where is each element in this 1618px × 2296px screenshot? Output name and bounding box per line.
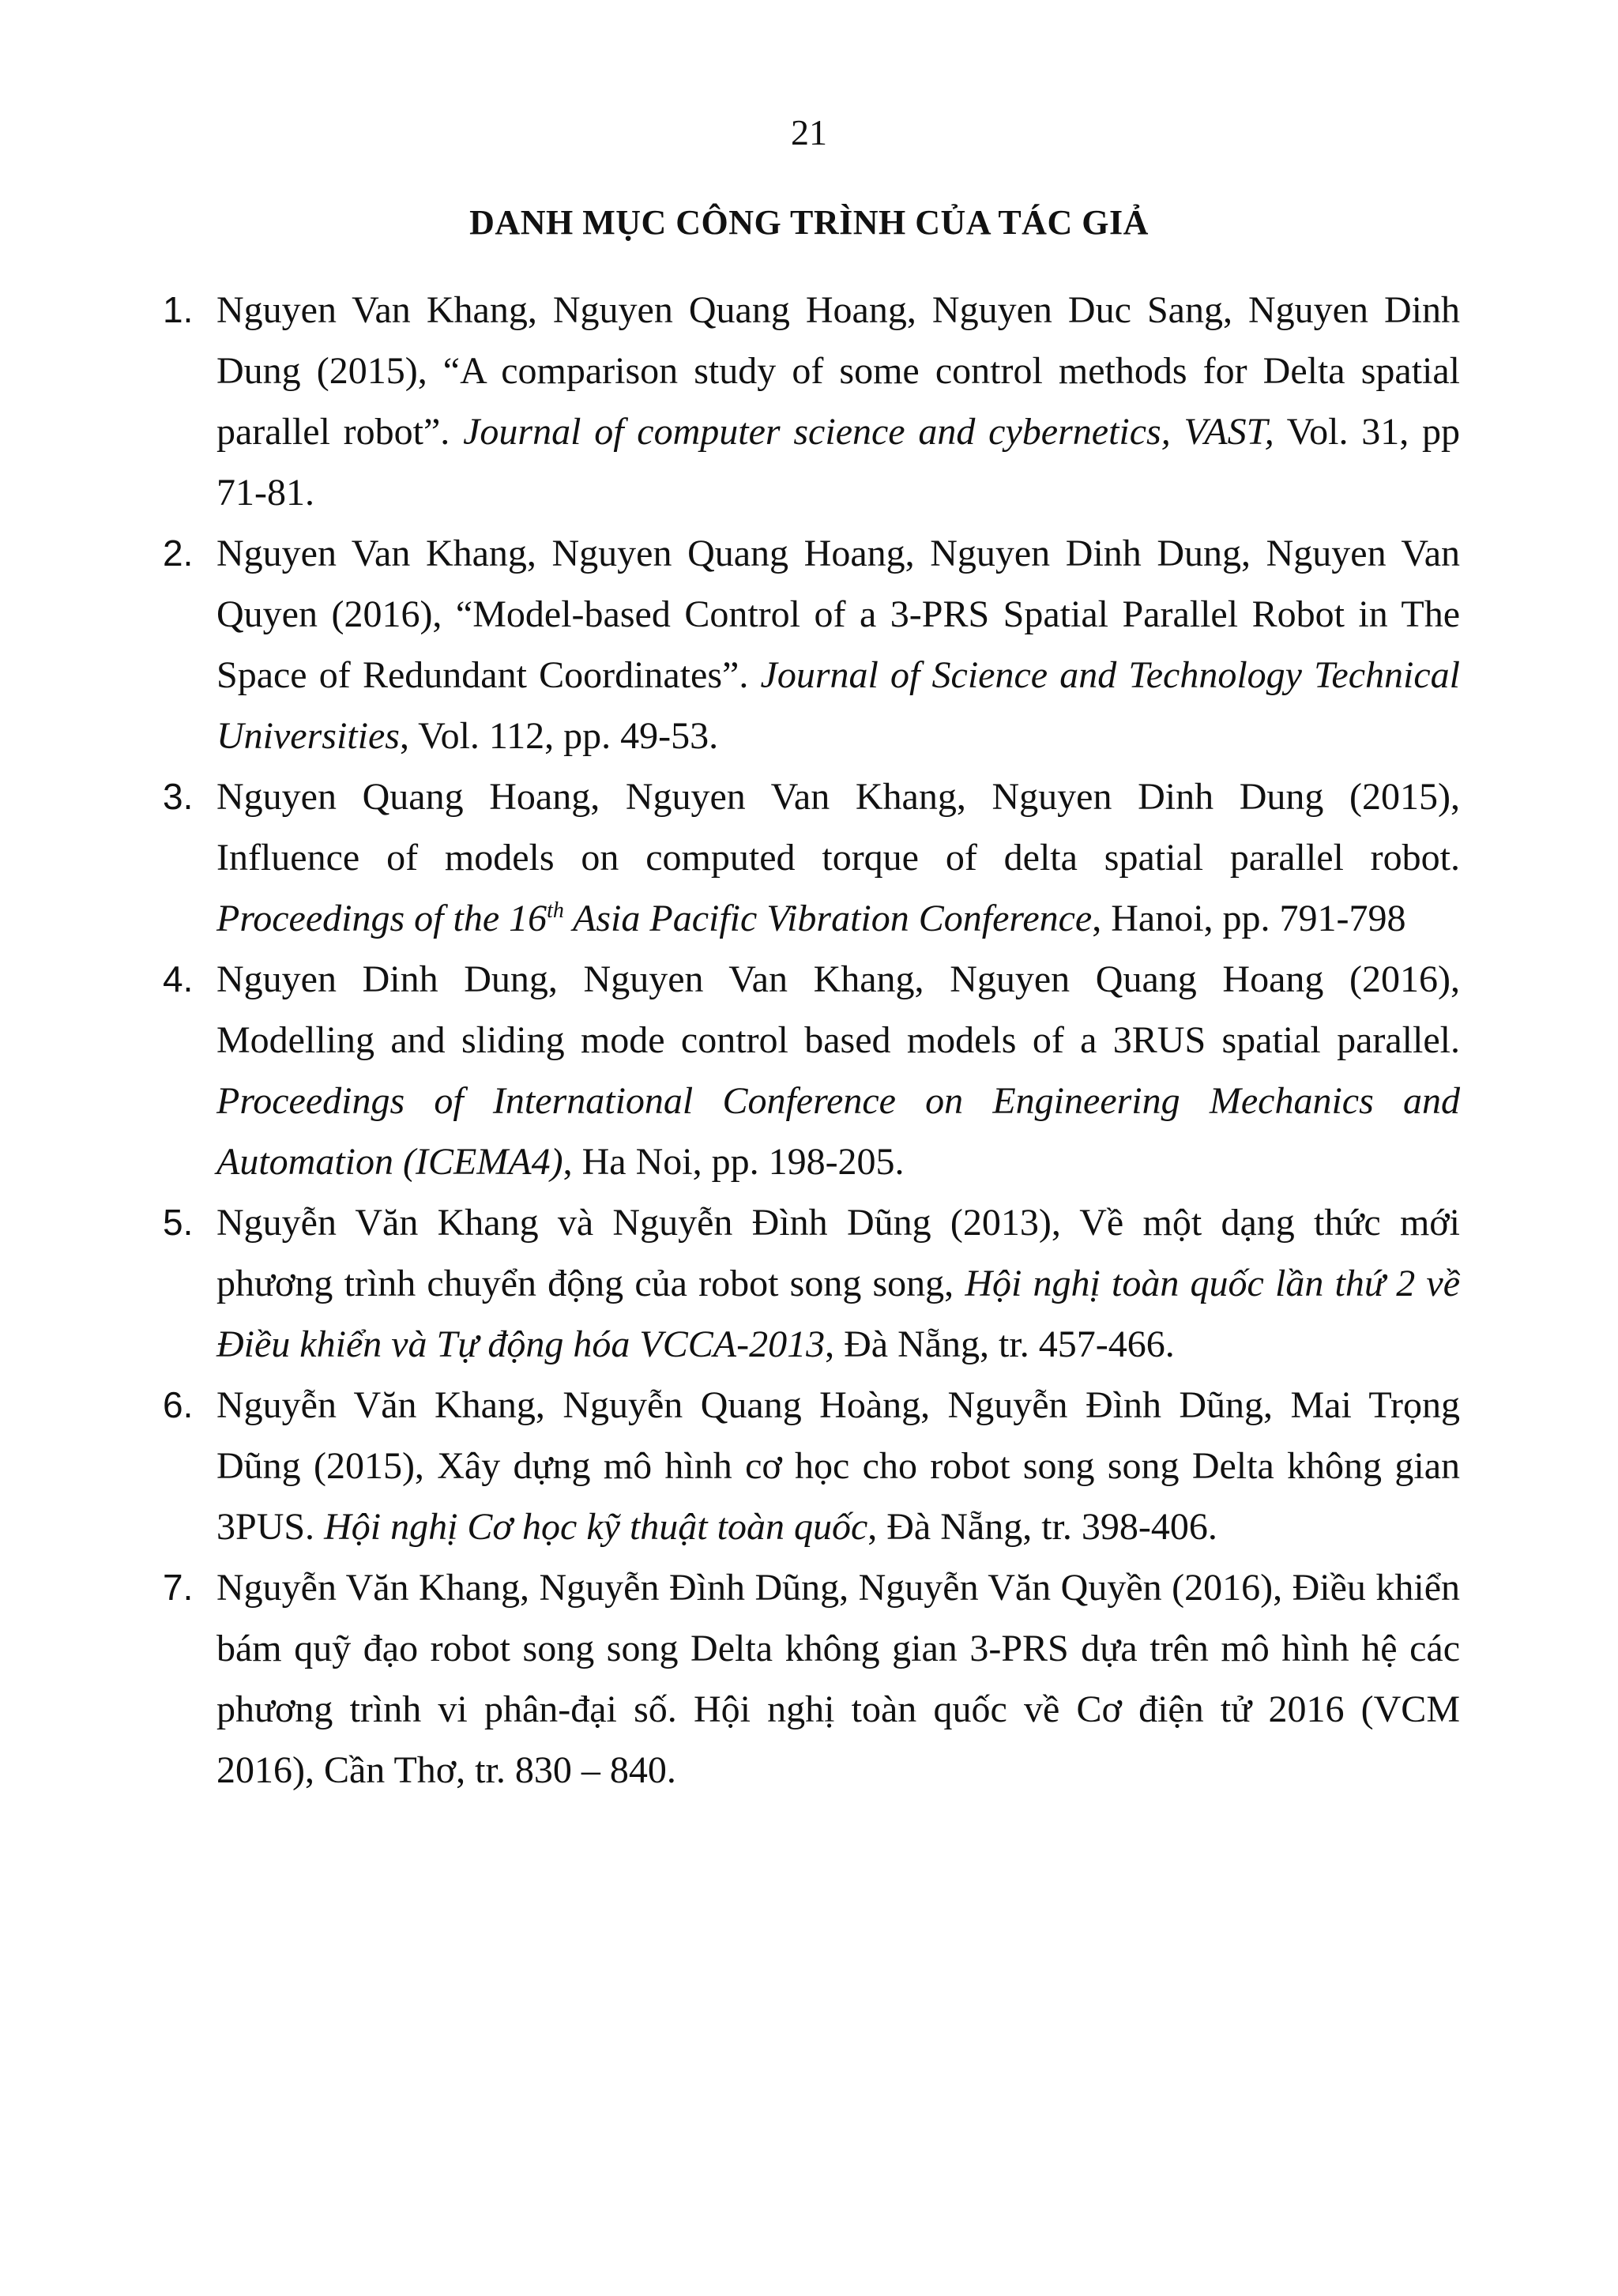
publication-number: 7. [163,1567,194,1608]
publication-number: 4. [163,958,194,999]
citation-venue: Proceedings of International Conference on Engineering Mechanics and Automation (ICEMA4) [216,1080,1460,1183]
citation-text: Nguyen Dinh Dung, Nguyen Van Khang, Nguyen Quang Hoang (2016), Modelling and sliding mode control based models of a 3RUS spatial parallel. [216,958,1460,1061]
citation-venue: Journal of Science and Technology Technical Universities [216,654,1460,757]
publication-number: 1. [163,289,194,330]
citation-text: , Ha Noi, pp. 198-205. [563,1141,905,1183]
citation-text: , Đà Nẵng, tr. 398-406. [867,1506,1217,1548]
publication-citation [216,958,1460,1183]
publication-citation [216,776,1460,939]
publication-citation [216,1567,1460,1791]
publication-item [163,1192,1461,1375]
publication-number: 2. [163,533,194,574]
publication-citation [216,1384,1460,1548]
citation-venue: Hội nghị toàn quốc lần thứ 2 về Điều khiển và Tự động hóa VCCA-2013 [216,1263,1461,1365]
publication-item [163,949,1460,1192]
citation-text: , Hanoi, pp. 791-798 [1092,898,1406,939]
citation-text: , Vol. 112, pp. 49-53. [399,715,719,757]
citation-text: Nguyễn Văn Khang, Nguyễn Quang Hoàng, Nguyễn Đình Dũng, Mai Trọng Dũng (2015), Xây dựng mô hình cơ học cho robot song song Delta không gian 3PUS. [216,1384,1460,1548]
citation-text: Nguyen Quang Hoang, Nguyen Van Khang, Nguyen Dinh Dung (2015), Influence of models on computed torque of delta spatial parallel robot. [216,776,1460,879]
publication-item [163,766,1460,949]
citation-text: , Đà Nẵng, tr. 457-466. [825,1323,1175,1365]
publication-citation [216,289,1460,514]
publication-item [163,523,1460,766]
publication-item [163,1557,1460,1801]
citation-venue: Journal of computer science and cybernetics, VAST, [463,411,1274,453]
citation-text: Nguyen Van Khang, Nguyen Quang Hoang, Nguyen Dinh Dung, Nguyen Van Quyen (2016), “Model-based Control of a 3-PRS Spatial Parallel Robot in The Space of Redundant Coordinates”. [216,533,1460,696]
publication-citation [216,533,1460,757]
citation-venue: Asia Pacific Vibration Conference [563,898,1093,939]
citation-venue: Hội nghị Cơ học kỹ thuật toàn quốc [324,1506,868,1548]
citation-text: Vol. 31, pp 71-81. [216,411,1460,514]
citation-text: Nguyễn Văn Khang và Nguyễn Đình Dũng (2013), Về một dạng thức mới phương trình chuyển động của robot song song, [216,1202,1460,1304]
publication-number: 5. [163,1202,194,1243]
publication-list [163,280,1461,1801]
citation-venue: Proceedings of the 16 [216,898,547,939]
page-number: 21 [791,112,827,152]
citation-text: Nguyễn Văn Khang, Nguyễn Đình Dũng, Nguyễn Văn Quyền (2016), Điều khiển bám quỹ đạo robot song song Delta không gian 3-PRS dựa trên mô hình hệ các phương trình vi phân-đại số. Hội nghị toàn quốc về Cơ điện tử 2016 (VCM 2016), Cần Thơ, tr. 830 – 840. [216,1567,1460,1791]
publication-item [163,1375,1460,1557]
page-title: DANH MỤC CÔNG TRÌNH CỦA TÁC GIẢ [469,203,1149,242]
ordinal-superscript: th [547,898,564,923]
publication-item [163,280,1460,523]
publication-number: 3. [163,776,194,817]
publication-number: 6. [163,1384,194,1425]
publication-citation [216,1202,1460,1365]
citation-text: Nguyen Van Khang, Nguyen Quang Hoang, Nguyen Duc Sang, Nguyen Dinh Dung (2015), “A comparison study of some control methods for Delta spatial parallel robot”. [216,289,1460,453]
